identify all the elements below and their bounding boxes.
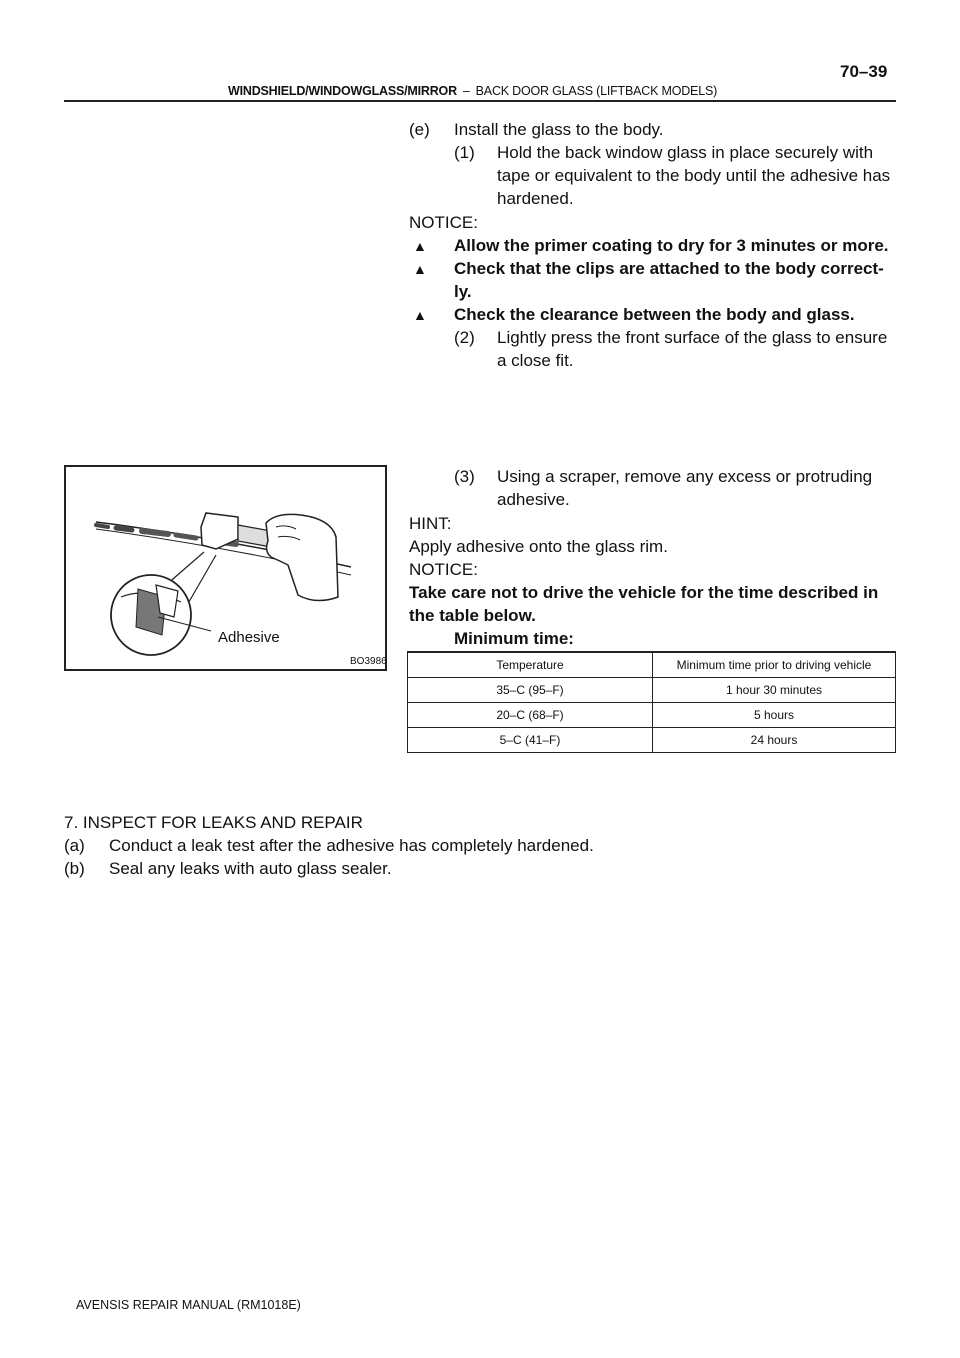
table-cell-time: 24 hours	[653, 728, 896, 753]
page-number: 70–39	[840, 62, 888, 81]
table-cell-time: 1 hour 30 minutes	[653, 678, 896, 703]
sub1-line1: Hold the back window glass in place securely with	[497, 143, 874, 162]
footer: AVENSIS REPAIR MANUAL (RM1018E)	[76, 1298, 301, 1312]
step7-title: 7. INSPECT FOR LEAKS AND REPAIR	[64, 813, 363, 832]
sub1-line2: tape or equivalent to the body until the adhesive has	[497, 166, 891, 185]
notice2-line1: Take care not to drive the vehicle for the time described in	[409, 583, 879, 602]
table-cell-temperature: 5–C (41–F)	[408, 728, 653, 753]
sub2-line2: a close fit.	[497, 351, 574, 370]
sub2-line1: Lightly press the front surface of the glass to ensure	[497, 328, 888, 347]
sub3-line2: adhesive.	[497, 490, 570, 509]
notice2-line2: the table below.	[409, 606, 536, 625]
subsection-title: BACK DOOR GLASS (LIFTBACK MODELS)	[475, 84, 718, 98]
step7a-text: Conduct a leak test after the adhesive has completely hardened.	[109, 836, 594, 855]
notice1-bullet-2-cont: ly.	[454, 282, 472, 301]
sub2-marker: (2)	[454, 328, 475, 347]
table-row	[408, 678, 896, 703]
adhesive-figure	[64, 465, 387, 671]
figure-code: BO3986	[350, 656, 387, 667]
column-header: Minimum time prior to driving vehicle	[653, 652, 896, 678]
table-row	[408, 703, 896, 728]
notice1-title: NOTICE:	[409, 213, 478, 232]
section-title: WINDSHIELD/WINDOWGLASS/MIRROR	[228, 84, 457, 98]
table-cell-time: 5 hours	[653, 703, 896, 728]
table-cell-temperature: 35–C (95–F)	[408, 678, 653, 703]
running-header	[228, 84, 717, 98]
sub3-marker: (3)	[454, 467, 475, 486]
sub1-line3: hardened.	[497, 189, 574, 208]
notice2-title: NOTICE:	[409, 560, 478, 579]
step7b-marker: (b)	[64, 859, 85, 878]
header-separator: –	[462, 84, 470, 98]
figure-label-adhesive: Adhesive	[218, 629, 280, 646]
table-header-row	[408, 652, 896, 678]
step7a-marker: (a)	[64, 836, 85, 855]
sub1-marker: (1)	[454, 143, 475, 162]
minimum-time-table	[407, 651, 896, 753]
step-e-text: Install the glass to the body.	[454, 120, 664, 139]
warning-triangle-icon: ▲	[413, 307, 427, 323]
notice1-bullet-2: Check that the clips are attached to the body correct-	[454, 259, 884, 278]
notice1-bullet-3: Check the clearance between the body and glass.	[454, 305, 855, 324]
step7b-text: Seal any leaks with auto glass sealer.	[109, 859, 392, 878]
warning-triangle-icon: ▲	[413, 238, 427, 254]
header-rule	[64, 100, 896, 102]
hint-text: Apply adhesive onto the glass rim.	[409, 537, 668, 556]
column-header: Temperature	[408, 652, 653, 678]
notice1-bullet-1: Allow the primer coating to dry for 3 minutes or more.	[454, 236, 889, 255]
step-e-marker: (e)	[409, 120, 430, 139]
min-time-label: Minimum time:	[454, 629, 574, 648]
hint-title: HINT:	[409, 514, 452, 533]
sub3-line1: Using a scraper, remove any excess or protruding	[497, 467, 873, 486]
warning-triangle-icon: ▲	[413, 261, 427, 277]
table-row	[408, 728, 896, 753]
table-cell-temperature: 20–C (68–F)	[408, 703, 653, 728]
